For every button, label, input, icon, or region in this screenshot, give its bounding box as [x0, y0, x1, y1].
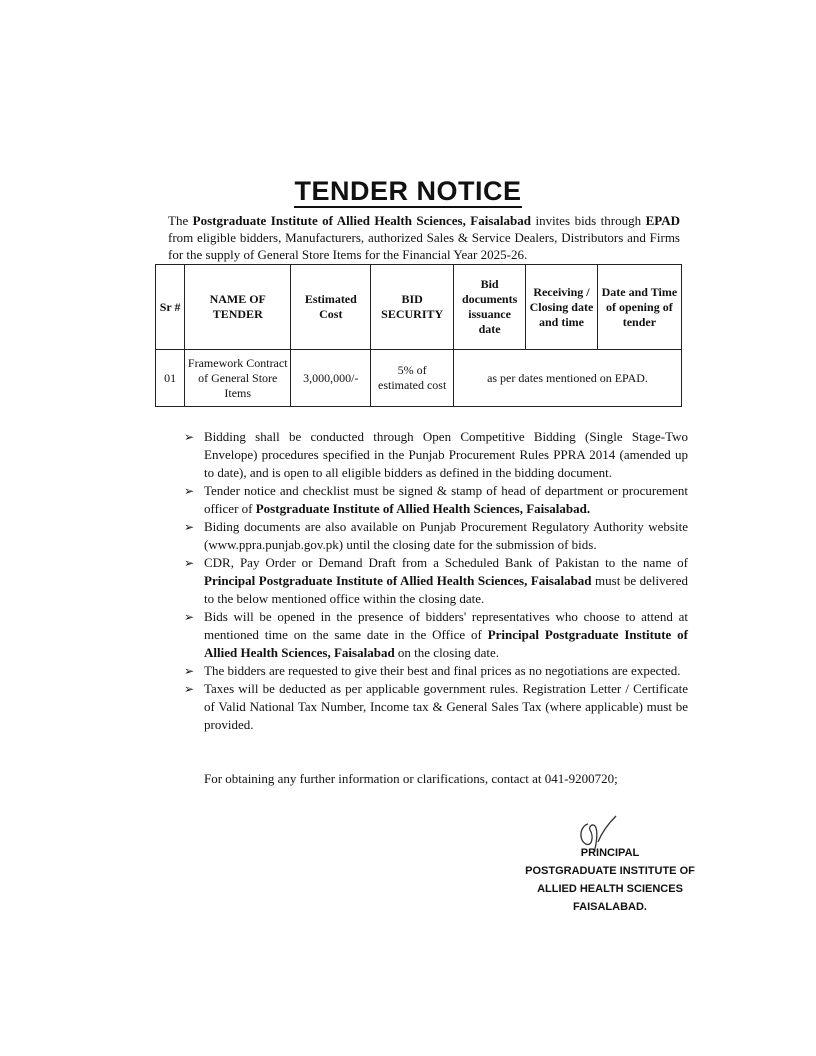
- arrowhead-bullet-icon: ➢: [184, 682, 195, 696]
- signatory-line-1: POSTGRADUATE INSTITUTE OF: [525, 865, 695, 877]
- header-closing-date: Receiving / Closing date and time: [526, 265, 598, 350]
- header-name-of-tender: NAME OF TENDER: [185, 265, 291, 350]
- list-item-bold-text: Postgraduate Institute of Allied Health Sciences, Faisalabad.: [255, 501, 591, 516]
- tender-table: [155, 264, 682, 407]
- header-opening-date: Date and Time of opening of tender: [597, 265, 681, 350]
- intro-paragraph: The Postgraduate Institute of Allied Health Sciences, Faisalabad invites bids through EPAD from eligible bidders, Manufacturers, authorized Sales & Service Dealers, Distributors and Firms for the supply of General Store Items for the Financial Year 2025-26.: [168, 213, 681, 262]
- epad-label: EPAD: [645, 213, 681, 228]
- list-item: [184, 662, 688, 680]
- list-item: [184, 608, 688, 662]
- header-estimated-cost: Estimated Cost: [291, 265, 371, 350]
- cell-name: Framework Contract of General Store Items: [185, 350, 291, 407]
- list-item-text: must be delivered to the below mentioned office within the closing date.: [204, 573, 688, 606]
- arrowhead-bullet-icon: ➢: [184, 520, 195, 534]
- list-item-text: Biding documents are also available on Punjab Procurement Regulatory Authority website (www.ppra.punjab.gov.pk) until the closing date for the submission of bids.: [204, 519, 688, 552]
- header-bid-security: BID SECURITY: [371, 265, 454, 350]
- cell-security: 5% of estimated cost: [371, 350, 454, 407]
- arrowhead-bullet-icon: ➢: [184, 556, 195, 570]
- page-title: TENDER NOTICE: [294, 176, 522, 206]
- list-item-text: Tender notice and checklist must be signed & stamp of head of department or procurement officer of: [204, 483, 688, 516]
- signatory-role: PRINCIPAL: [580, 847, 640, 859]
- list-item-bold-text: Principal Postgraduate Institute of Allied Health Sciences, Faisalabad: [204, 573, 592, 588]
- conditions-list: [184, 428, 688, 734]
- signatory-block: [520, 844, 700, 916]
- header-issuance-date: Bid documents issuance date: [454, 265, 526, 350]
- table-header-row: [156, 265, 682, 350]
- arrowhead-bullet-icon: ➢: [184, 664, 195, 678]
- table-row: [156, 350, 682, 407]
- list-item: [184, 554, 688, 608]
- signatory-line-3: FAISALABAD.: [573, 901, 647, 913]
- arrowhead-bullet-icon: ➢: [184, 484, 195, 498]
- cell-cost: 3,000,000/-: [291, 350, 371, 407]
- signatory-line-2: ALLIED HEALTH SCIENCES: [537, 883, 683, 895]
- list-item-bold-text: Principal Postgraduate Institute of Allied Health Sciences, Faisalabad: [204, 627, 688, 660]
- list-item: [184, 428, 688, 482]
- list-item: [184, 482, 688, 518]
- list-item-text: Taxes will be deducted as per applicable government rules. Registration Letter / Certificate of Valid National Tax Number, Income tax & General Sales Tax (where applicable) must be provided.: [204, 681, 688, 732]
- contact-line: For obtaining any further information or clarifications, contact at 041-9200720;: [204, 771, 618, 786]
- list-item: [184, 518, 688, 554]
- arrowhead-bullet-icon: ➢: [184, 610, 195, 624]
- list-item-text: Bids will be opened in the presence of bidders' representatives who choose to attend at mentioned time on the same date in the Office of: [204, 609, 688, 642]
- list-item-text: Bidding shall be conducted through Open Competitive Bidding (Single Stage-Two Envelope) procedures specified in the Punjab Procurement Rules PPRA 2014 (amended up to date), and is open to all eligible bidders as defined in the bidding document.: [204, 429, 688, 480]
- list-item-text: on the closing date.: [394, 645, 500, 660]
- cell-sr: 01: [156, 350, 185, 407]
- arrowhead-bullet-icon: ➢: [184, 430, 195, 444]
- list-item: [184, 680, 688, 734]
- list-item-text: CDR, Pay Order or Demand Draft from a Scheduled Bank of Pakistan to the name of: [204, 555, 688, 570]
- list-item-text: The bidders are requested to give their best and final prices as no negotiations are expected.: [204, 663, 681, 678]
- header-sr: Sr #: [156, 265, 185, 350]
- institute-name: Postgraduate Institute of Allied Health Sciences, Faisalabad: [192, 213, 531, 228]
- cell-dates-note: as per dates mentioned on EPAD.: [454, 350, 682, 407]
